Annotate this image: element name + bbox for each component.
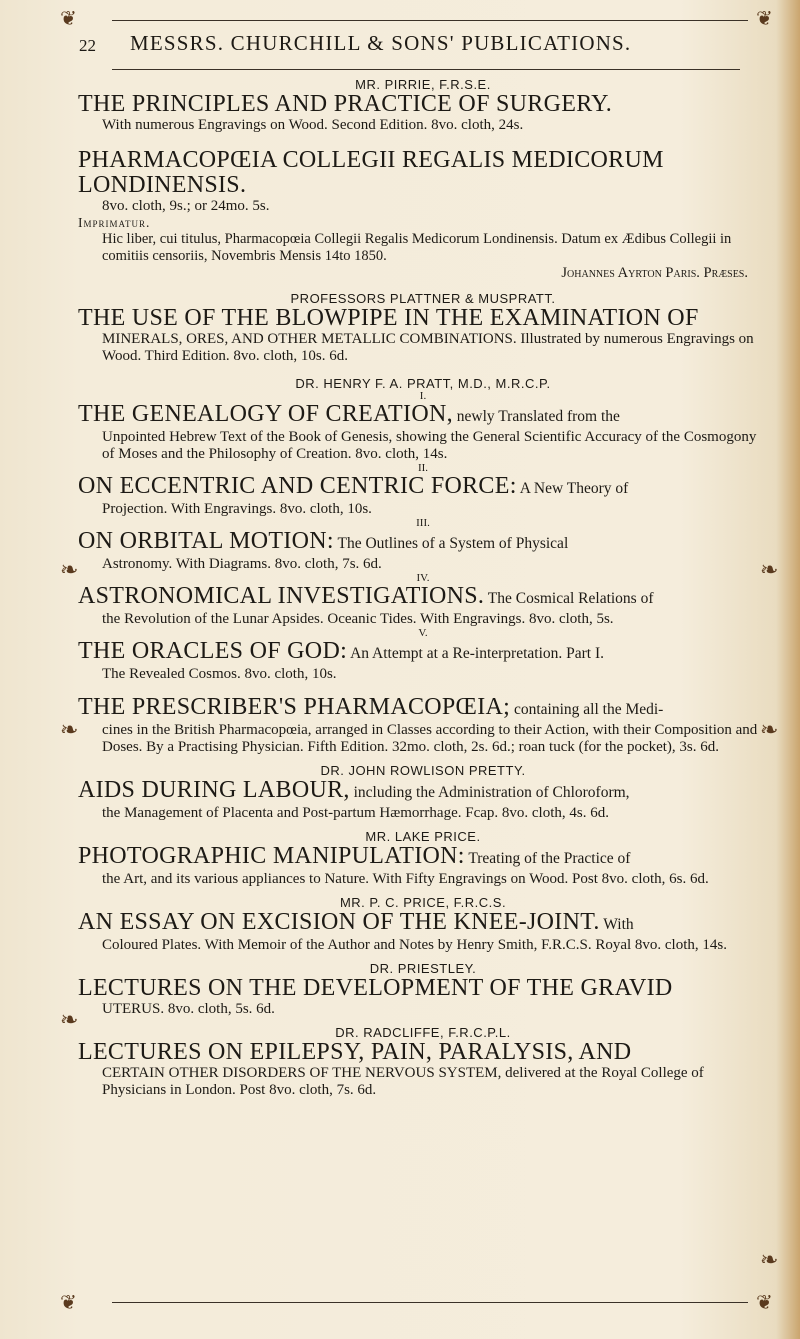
numeral: II. [417,462,429,474]
book-description: The Revealed Cosmos. 8vo. cloth, 10s. [102,666,337,682]
book-title: PHARMACOPŒIA COLLEGII REGALIS MEDICORUM LONDINENSIS. [78,147,664,198]
catalogue-list [78,78,768,1099]
book-description: the Revolution of the Lunar Apsides. Oceanic Tides. With Engravings. 8vo. cloth, 5s. [102,611,614,627]
catalogue-entry [78,830,768,888]
numeral: III. [416,517,430,529]
right-margin-ornament: ❧ [760,1248,779,1273]
book-description: MINERALS, ORES, AND OTHER METALLIC COMBINATIONS. Illustrated by numerous Engravings on Wood. Third Edition. 8vo. cloth, 10s. 6d. [102,331,754,364]
top-rule [112,20,748,21]
catalogue-entry [78,896,768,954]
catalogue-entry [78,292,768,365]
book-description: UTERUS. 8vo. cloth, 5s. 6d. [102,1001,275,1017]
book-title: THE GENEALOGY OF CREATION, newly Translated from the [78,401,620,427]
numeral: I. [419,390,427,402]
book-title: ON ECCENTRIC AND CENTRIC FORCE: A New Theory of [78,473,629,499]
author-line: PROFESSORS PLATTNER & MUSPRATT. [290,291,556,306]
book-title: LECTURES ON THE DEVELOPMENT OF THE GRAVID [78,975,673,1001]
book-description: Unpointed Hebrew Text of the Book of Genesis, showing the General Scientific Accuracy of the Cosmogony of Moses and the Philosophy of Creation. 8vo. cloth, 14s. [102,429,757,462]
numeral: IV. [416,572,430,584]
book-description: 8vo. cloth, 9s.; or 24mo. 5s. [102,198,270,214]
book-title: THE PRESCRIBER'S PHARMACOPŒIA; containing all the Medi- [78,694,664,720]
author-line: DR. RADCLIFFE, F.R.C.P.L. [335,1025,511,1040]
signature: Johannes Ayrton Paris. Præses. [561,265,748,281]
header-rule [112,69,740,70]
catalogue-entry [78,377,768,683]
numeral: V. [418,627,428,639]
catalogue-entry [78,695,768,756]
book-title: AIDS DURING LABOUR, including the Administration of Chloroform, [78,777,630,803]
top-right-ornament: ❦ [756,6,773,30]
right-margin-ornament: ❧ [760,558,779,583]
bottom-right-ornament: ❦ [756,1290,773,1314]
catalogue-entry [78,764,768,822]
catalogue-entry [78,1026,768,1099]
book-title: THE USE OF THE BLOWPIPE IN THE EXAMINATION OF [78,305,699,331]
book-title: THE PRINCIPLES AND PRACTICE OF SURGERY. [78,91,613,117]
page-number: 22 [79,36,96,55]
bottom-rule [112,1302,748,1303]
catalogue-entry [78,78,768,134]
author-line: MR. LAKE PRICE. [365,829,481,844]
book-description: cines in the British Pharmacopœia, arranged in Classes according to their Action, with their Composition and Doses. By a Practising Physician. Fifth Edition. 32mo. cloth, 2s. 6d.; roan tuck (for the pocket), 3s. 6d. [102,722,758,755]
left-margin-ornament: ❧ [60,1008,79,1033]
top-left-ornament: ❦ [60,6,77,30]
author-line: DR. PRIESTLEY. [369,961,477,976]
author-line: MR. P. C. PRICE, F.R.C.S. [339,895,507,910]
book-description: Projection. With Engravings. 8vo. cloth, 10s. [102,501,372,517]
left-margin-ornament: ❧ [60,718,79,743]
book-description: With numerous Engravings on Wood. Second Edition. 8vo. cloth, 24s. [102,117,524,133]
left-margin-ornament: ❧ [60,558,79,583]
book-description: CERTAIN OTHER DISORDERS OF THE NERVOUS SYSTEM, delivered at the Royal College of Physicians in London. Post 8vo. cloth, 7s. 6d. [102,1065,704,1098]
author-line: MR. PIRRIE, F.R.S.E. [355,77,491,92]
book-title: PHOTOGRAPHIC MANIPULATION: Treating of the Practice of [78,843,631,869]
book-title: LECTURES ON EPILEPSY, PAIN, PARALYSIS, AND [78,1039,632,1065]
running-header: MESSRS. CHURCHILL & SONS' PUBLICATIONS. [130,31,632,55]
catalogue-entry [78,148,768,282]
book-title: THE ORACLES OF GOD: An Attempt at a Re-interpretation. Part I. [78,638,605,664]
imprimatur-text: Hic liber, cui titulus, Pharmacopœia Collegii Regalis Medicorum Londinensis. Datum ex Ædibus Collegii in comitiis censoriis, Novembris Mensis 14to 1850. [102,231,732,264]
catalogue-entry [78,962,768,1018]
book-title: ON ORBITAL MOTION: The Outlines of a System of Physical [78,528,569,554]
book-description: the Management of Placenta and Post-partum Hæmorrhage. Fcap. 8vo. cloth, 4s. 6d. [102,805,609,821]
imprimatur-label: Imprimatur. [78,215,151,230]
right-margin-ornament: ❧ [760,718,779,743]
author-line: DR. HENRY F. A. PRATT, M.D., M.R.C.P. [295,376,551,391]
book-description: Astronomy. With Diagrams. 8vo. cloth, 7s. 6d. [102,556,382,572]
bottom-left-ornament: ❦ [60,1290,77,1314]
book-description: Coloured Plates. With Memoir of the Author and Notes by Henry Smith, F.R.C.S. Royal 8vo. cloth, 14s. [102,937,727,953]
book-title: ASTRONOMICAL INVESTIGATIONS. The Cosmical Relations of [78,583,654,609]
book-description: the Art, and its various appliances to Nature. With Fifty Engravings on Wood. Post 8vo. cloth, 6s. 6d. [102,871,709,887]
author-line: DR. JOHN ROWLISON PRETTY. [320,763,526,778]
book-title: AN ESSAY ON EXCISION OF THE KNEE-JOINT. With [78,909,634,935]
